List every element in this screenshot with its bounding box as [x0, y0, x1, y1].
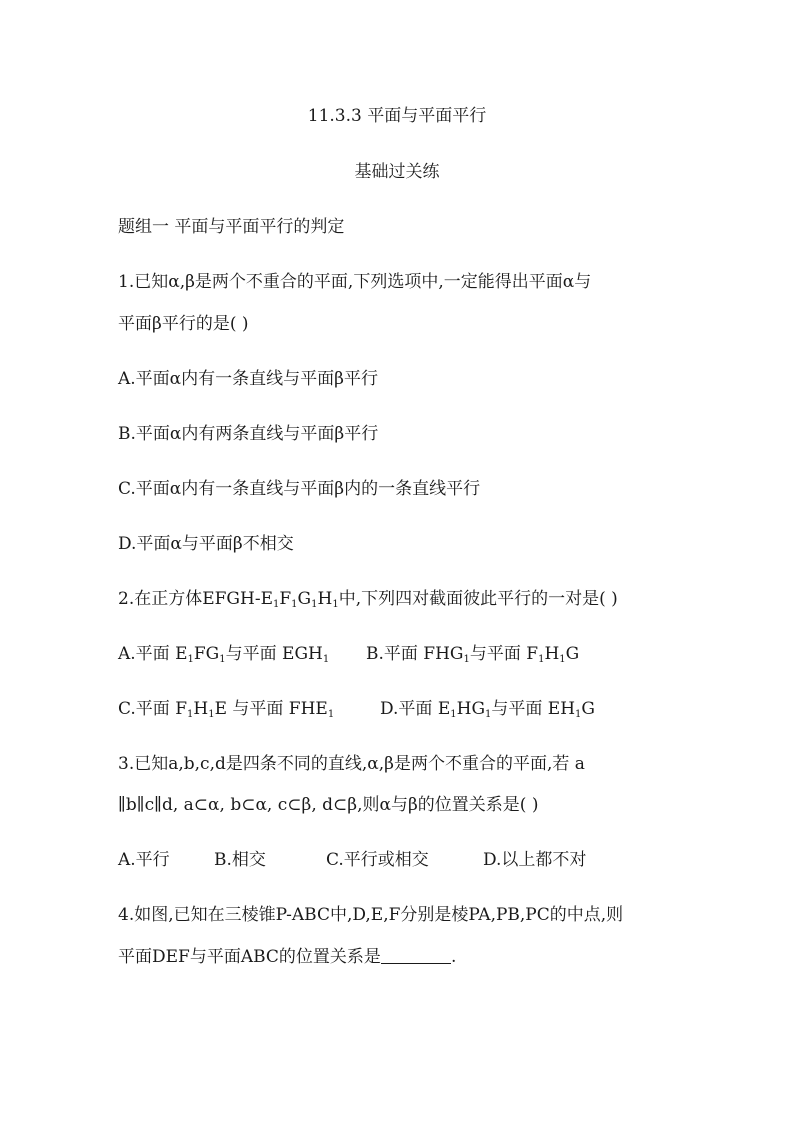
subscript: 1 — [208, 709, 215, 720]
answer-blank[interactable] — [381, 947, 451, 964]
q2-opt-text: A.平面 E — [118, 644, 188, 664]
question-4-line-2 — [118, 945, 456, 969]
subscript: 1 — [559, 654, 566, 665]
question-3-line-2: ∥b∥c∥d, a⊂α, b⊂α, c⊂β, d⊂β,则α与β的位置关系是( ) — [118, 795, 539, 815]
q2-stem-text: F — [279, 589, 292, 609]
q2-opt-text: 与平面 EGH — [225, 644, 323, 664]
q2-stem-text: G — [297, 589, 312, 609]
subscript: 1 — [311, 599, 318, 610]
question-1-option-d: D.平面α与平面β不相交 — [118, 534, 294, 554]
subscript: 1 — [575, 709, 582, 720]
q2-opt-text: 与平面 F — [469, 644, 539, 664]
question-1-option-a: A.平面α内有一条直线与平面β平行 — [118, 369, 378, 389]
subscript: 1 — [450, 709, 457, 720]
question-1-line-2: 平面β平行的是( ) — [118, 314, 249, 334]
question-3-line-1: 3.已知a,b,c,d是四条不同的直线,α,β是两个不重合的平面,若 a — [118, 754, 585, 774]
question-2-option-b — [366, 642, 579, 666]
q2-opt-text: H — [193, 699, 209, 719]
subscript: 1 — [291, 599, 298, 610]
subscript: 1 — [272, 599, 280, 610]
subscript: 1 — [219, 654, 226, 665]
subtitle: 基础过关练 — [354, 162, 440, 182]
q2-opt-text: E 与平面 FHE — [214, 699, 328, 719]
question-3-option-c: C.平行或相交 — [326, 850, 429, 870]
subscript: 1 — [327, 709, 335, 720]
question-2-option-c — [118, 697, 334, 721]
subscript: 1 — [485, 709, 492, 720]
subscript: 1 — [332, 599, 339, 610]
question-1-line-1: 1.已知α,β是两个不重合的平面,下列选项中,一定能得出平面α与 — [118, 272, 592, 292]
question-2-stem — [118, 587, 618, 611]
q2-stem-text: 中,下列四对截面彼此平行的一对是( ) — [338, 589, 618, 609]
q4-text: 平面DEF与平面ABC的位置关系是 — [118, 947, 381, 967]
q2-opt-text: B.平面 FHG — [366, 644, 464, 664]
question-3-option-d: D.以上都不对 — [483, 850, 587, 870]
q2-opt-text: C.平面 F — [118, 699, 188, 719]
subscript: 1 — [322, 654, 330, 665]
q2-stem-text: H — [317, 589, 333, 609]
question-3-option-b: B.相交 — [214, 850, 266, 870]
subscript: 1 — [463, 654, 470, 665]
q2-opt-text: FG — [193, 644, 220, 664]
subscript: 1 — [538, 654, 545, 665]
question-2-option-d — [380, 697, 595, 721]
q2-opt-text: G — [565, 644, 580, 664]
section-title: 11.3.3 平面与平面平行 — [307, 106, 487, 126]
question-1-option-c: C.平面α内有一条直线与平面β内的一条直线平行 — [118, 479, 481, 499]
q2-opt-text: G — [581, 699, 596, 719]
question-2-option-a — [118, 642, 329, 666]
q2-stem-text: 2.在正方体EFGH-E — [118, 589, 273, 609]
subscript: 1 — [187, 654, 194, 665]
subscript: 1 — [187, 709, 194, 720]
question-1-option-b: B.平面α内有两条直线与平面β平行 — [118, 424, 379, 444]
q2-opt-text: 与平面 EH — [491, 699, 576, 719]
q2-opt-text: D.平面 E — [380, 699, 451, 719]
group-title: 题组一 平面与平面平行的判定 — [118, 217, 345, 237]
q2-opt-text: H — [544, 644, 560, 664]
question-4-line-1: 4.如图,已知在三棱锥P-ABC中,D,E,F分别是棱PA,PB,PC的中点,则 — [118, 905, 624, 925]
q2-opt-text: HG — [456, 699, 486, 719]
q4-text: . — [450, 947, 457, 967]
question-3-option-a: A.平行 — [118, 850, 170, 870]
